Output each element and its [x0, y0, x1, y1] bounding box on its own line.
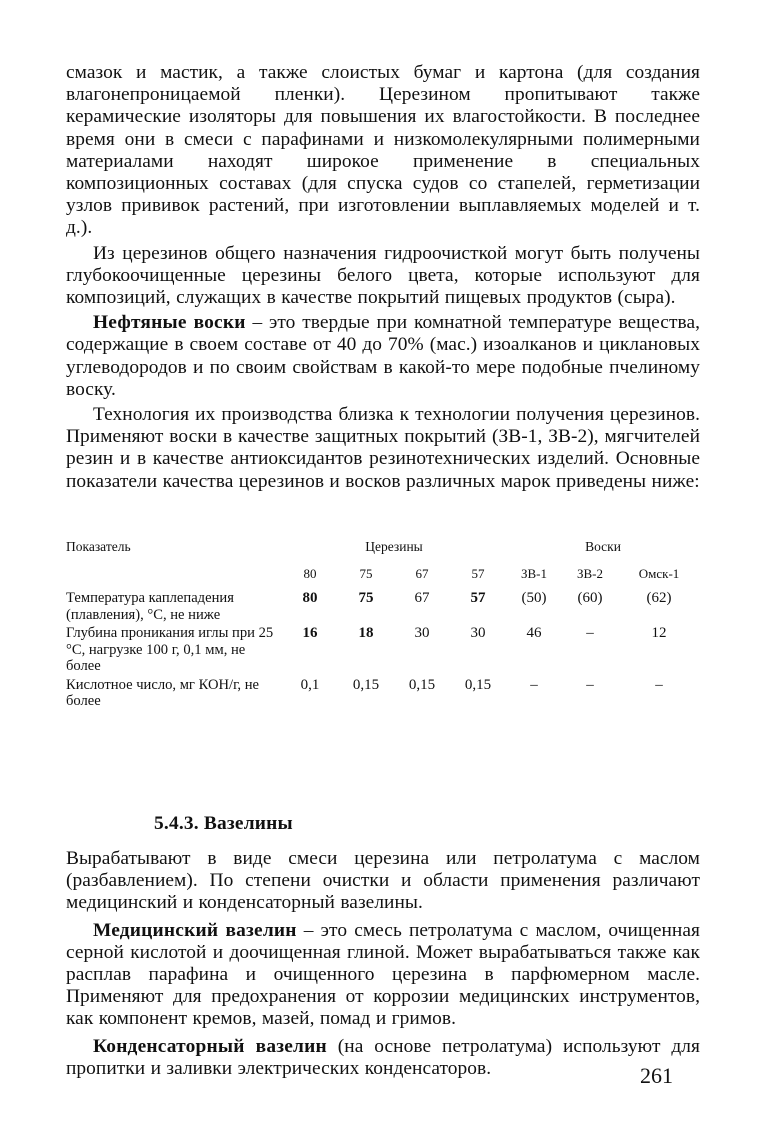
- row-label-drop-point: Температура каплепадения (плавления), °С, не ниже: [66, 590, 234, 623]
- table-group-ceresins: Церезины: [365, 539, 423, 554]
- paragraph-production-technology: Технология их производства близка к технологии получения церезинов. Применяют воски в качестве защитных покрытий (ЗВ-1, ЗВ-2), мягчителей резин и в качестве антиоксидантов резинотехнических изделий. Основные показатели качества церезинов и восков различных марок приведены ниже:: [66, 404, 700, 492]
- term-condenser-vaseline: Конденсаторный вазелин: [93, 1035, 327, 1057]
- table-cell: (62): [646, 590, 672, 606]
- column-header: 75: [359, 565, 373, 581]
- table-cell: 46: [526, 625, 542, 641]
- row-label-needle-penetration: Глубина проникания иглы при 25 °С, нагрузке 100 г, 0,1 мм, не более: [66, 625, 274, 674]
- table-cell: 18: [358, 625, 374, 641]
- table-cell: 30: [470, 625, 486, 641]
- table-cell: –: [586, 676, 594, 693]
- term-petroleum-waxes: Нефтяные воски: [93, 312, 246, 334]
- column-header: 67: [415, 565, 429, 581]
- table-group-waxes: Воски: [585, 539, 621, 554]
- column-header: 57: [471, 565, 485, 581]
- table-cell: 16: [302, 625, 318, 641]
- table-column-header: [66, 556, 700, 591]
- table-row: [66, 625, 700, 677]
- table-cell: 0,15: [408, 676, 436, 693]
- column-header: 80: [303, 565, 317, 581]
- table-cell: (50): [521, 590, 547, 606]
- section-heading: 5.4.3. Вазелины: [154, 813, 293, 834]
- table-cell: 57: [470, 590, 486, 606]
- paragraph-hydrotreated-ceresin: Из церезинов общего назначения гидроочисткой могут быть получены глубокоочищенные церезины белого цвета, которые используют для композиций, служащих в качестве покрытий пищевых продуктов (сыра).: [66, 242, 700, 309]
- column-header: ЗВ-2: [577, 565, 604, 581]
- table-cell: 0,1: [300, 676, 320, 693]
- table-cell: 75: [358, 590, 374, 606]
- table-cell: 30: [414, 625, 430, 641]
- table-group-header: [66, 539, 700, 556]
- paragraph-ceresin-uses: смазок и мастик, а также слоистых бумаг и картона (для создания влагонепроницаемой пленки). Церезином пропитывают также керамические изоляторы для повышения их влагостойкости. В последнее время они в смеси с парафинами и низкомолекулярными полимерными материалами находят широкое применение в специальных композиционных составах (для спуска судов со стапелей, герметизации узлов прививок растений, при изготовлении выплавляемых моделей и т. д.).: [66, 62, 700, 239]
- vaseline-section: [66, 848, 700, 1080]
- paragraph-condenser-vaseline-text: (на основе петролатума) используют для пропитки и заливки электрических конденсаторов.: [66, 1035, 700, 1079]
- paragraph-medical-vaseline-text: – это смесь петролатума с маслом, очищенная серной кислотой и доочищенная глиной. Может вырабатываться также как расплав парафина и очищенного церезина в парфюмерном масле. Применяют для предохранения от коррозии медицинских инструментов, как компонент кремов, мазей, помад и гримов.: [66, 919, 700, 1030]
- row-label-acid-number: Кислотное число, мг КОН/г, не более: [66, 676, 259, 709]
- table-cell: 0,15: [464, 676, 492, 693]
- paragraph-petroleum-waxes-text: – это твердые при комнатной температуре вещества, содержащие в своем составе от 40 до 70% (мас.) изоалканов и циклановых углеводородов и по своим свойствам в какой-то мере подобные пчелиному воску.: [66, 312, 700, 400]
- term-medical-vaseline: Медицинский вазелин: [93, 919, 297, 941]
- table-cell: 0,15: [352, 676, 380, 693]
- page-number: 261: [640, 1063, 673, 1088]
- properties-table: [66, 539, 700, 712]
- table-cell: (60): [577, 590, 603, 606]
- paragraph-medical-vaseline: [66, 920, 700, 1031]
- paragraph-vaseline-intro: Вырабатывают в виде смеси церезина или петролатума с маслом (разбавлением). По степени очистки и области применения различают медицинский и конденсаторный вазелины.: [66, 848, 700, 914]
- column-header: Омск-1: [638, 565, 680, 581]
- table-header-label: Показатель: [66, 539, 131, 554]
- table-row: [66, 590, 700, 625]
- column-header: ЗВ-1: [521, 565, 548, 581]
- table-cell: 12: [651, 625, 667, 641]
- table-cell: –: [655, 676, 663, 693]
- table-row: [66, 677, 700, 712]
- table-cell: –: [586, 625, 594, 641]
- paragraph-petroleum-waxes: [66, 312, 700, 401]
- table-cell: –: [530, 676, 538, 693]
- table-cell: 67: [414, 590, 430, 606]
- table-cell: 80: [302, 590, 318, 606]
- paragraph-condenser-vaseline: [66, 1036, 700, 1080]
